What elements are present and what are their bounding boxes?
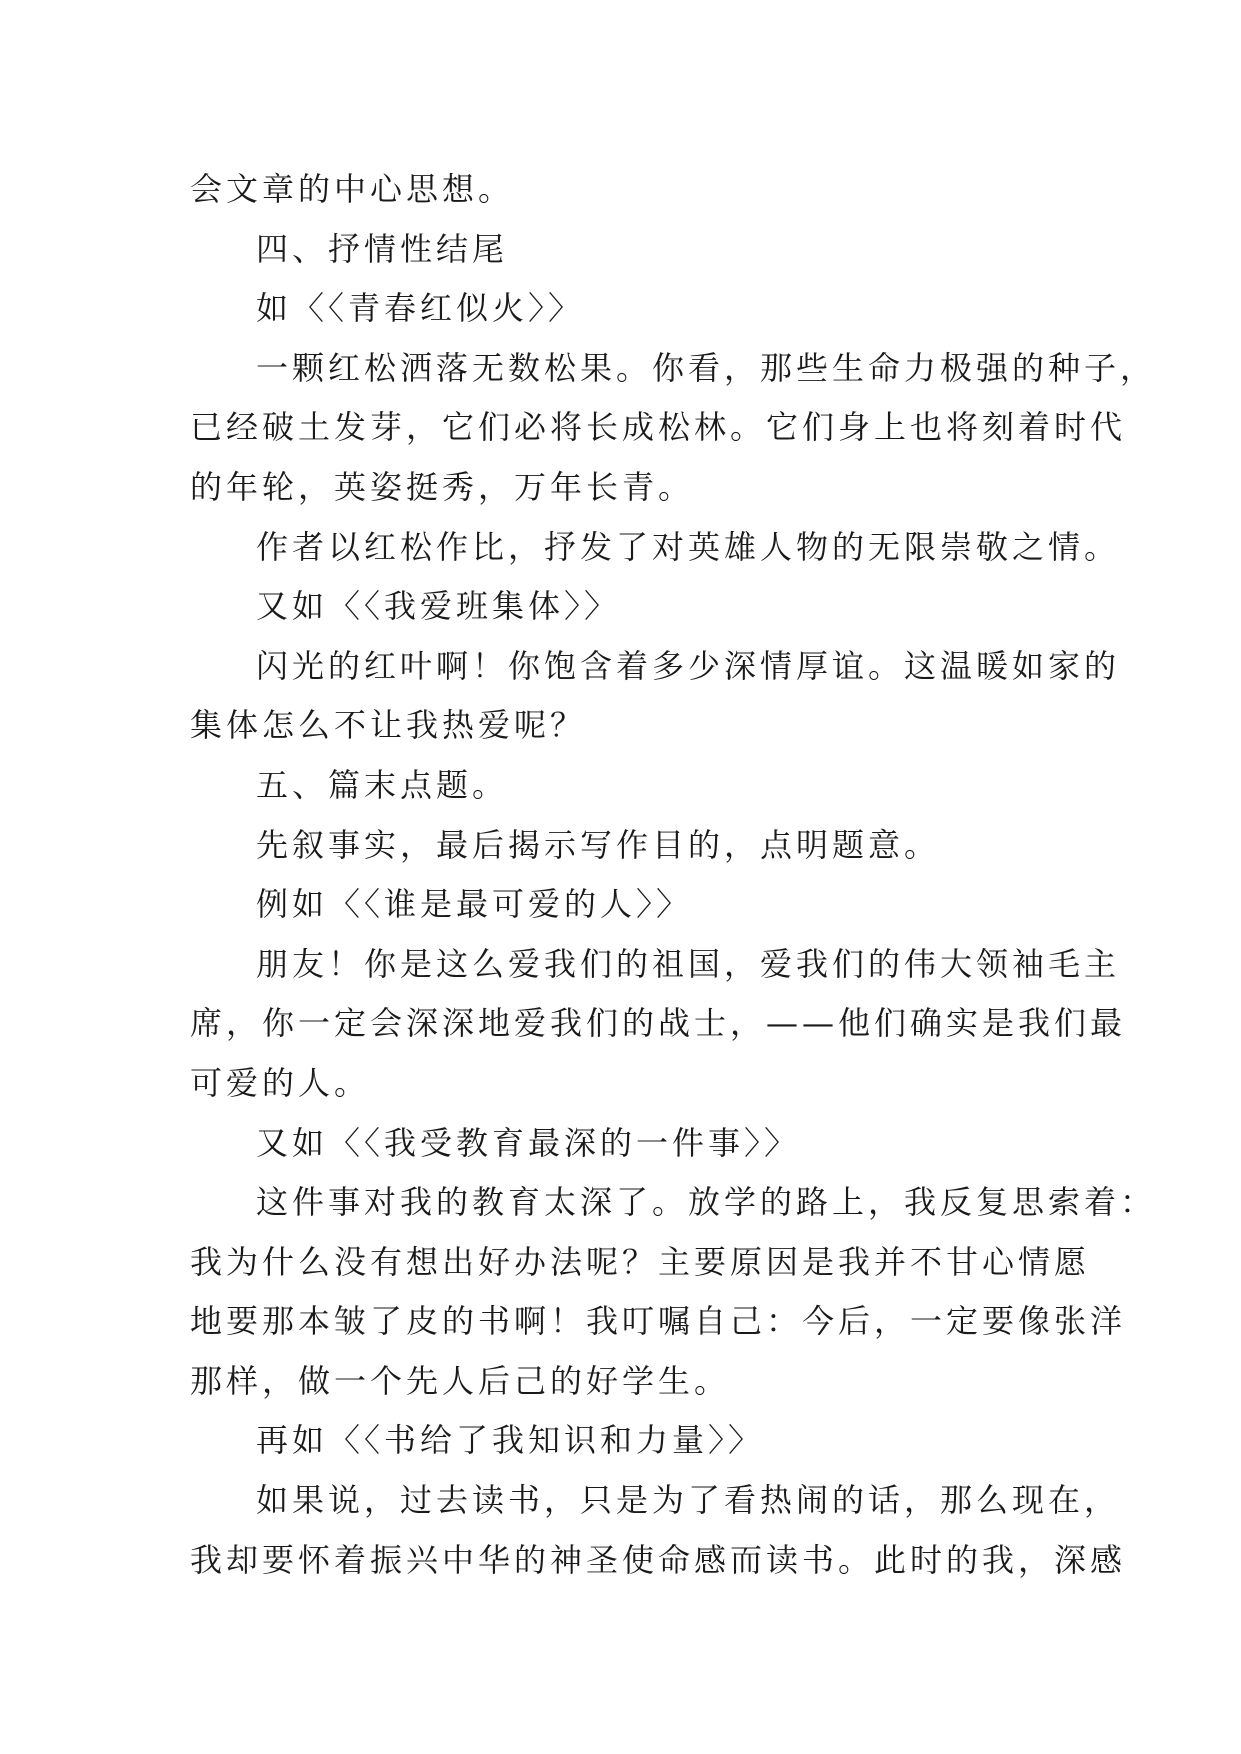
example-title: 又如〈〈我受教育最深的一件事〉〉 [256, 1123, 801, 1162]
text-line: 的年轮，英姿挺秀，万年长青。 [190, 467, 695, 506]
text-line: 朋友！你是这么爱我们的祖国，爱我们的伟大领袖毛主 [256, 944, 1121, 983]
text-line: 这件事对我的教育太深了。放学的路上，我反复思索着： [256, 1183, 1157, 1222]
section-heading: 五、篇末点题。 [256, 765, 509, 804]
text-line: 集体怎么不让我热爱呢？ [190, 706, 587, 745]
text-line: 一颗红松洒落无数松果。你看，那些生命力极强的种子， [256, 348, 1157, 387]
text-line: 闪光的红叶啊！你饱含着多少深情厚谊。这温暖如家的 [256, 646, 1121, 685]
text-line: 先叙事实，最后揭示写作目的，点明题意。 [256, 825, 941, 864]
example-title: 例如〈〈谁是最可爱的人〉〉 [256, 885, 693, 924]
document-page [190, 160, 1157, 1590]
text-line: 席，你一定会深深地爱我们的战士，——他们确实是我们最 [190, 1004, 1127, 1043]
text-line: 那样，做一个先人后己的好学生。 [190, 1361, 731, 1400]
text-line: 已经破土发芽，它们必将长成松林。它们身上也将刻着时代 [190, 408, 1127, 447]
text-line: 可爱的人。 [190, 1063, 371, 1102]
example-title: 如〈〈青春红似火〉〉 [256, 289, 585, 328]
text-line: 地要那本皱了皮的书啊！我叮嘱自己：今后，一定要像张洋 [190, 1302, 1127, 1341]
text-line: 我却要怀着振兴中华的神圣使命感而读书。此时的我，深感 [190, 1540, 1127, 1579]
text-line: 作者以红松作比，抒发了对英雄人物的无限崇敬之情。 [256, 527, 1121, 566]
example-title: 又如〈〈我爱班集体〉〉 [256, 587, 621, 626]
text-line: 我为什么没有想出好办法呢？主要原因是我并不甘心情愿 [190, 1242, 1091, 1281]
example-title: 再如〈〈书给了我知识和力量〉〉 [256, 1421, 765, 1460]
text-line: 如果说，过去读书，只是为了看热闹的话，那么现在， [256, 1481, 1121, 1520]
text-line: 会文章的中心思想。 [190, 170, 515, 208]
section-heading: 四、抒情性结尾 [256, 229, 509, 268]
